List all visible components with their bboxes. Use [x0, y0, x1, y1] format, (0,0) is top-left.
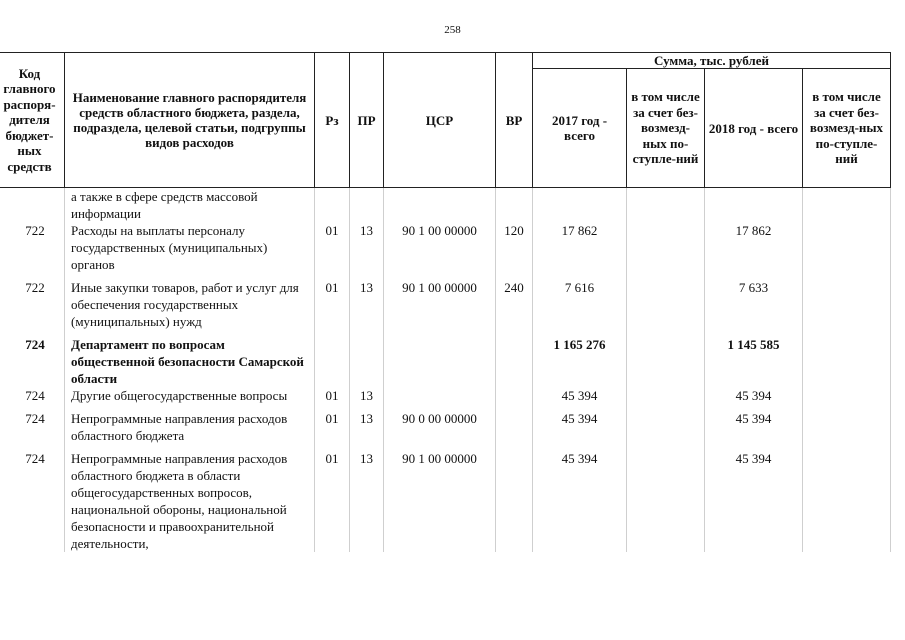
cell-pr	[350, 188, 384, 223]
cell-pr: 13	[350, 387, 384, 410]
cell-2017-total: 45 394	[533, 450, 627, 552]
cell-pr: 13	[350, 279, 384, 336]
cell-2017-total: 45 394	[533, 410, 627, 450]
cell-2017-total	[533, 188, 627, 223]
cell-rz: 01	[315, 279, 350, 336]
cell-2017-total: 7 616	[533, 279, 627, 336]
cell-vr	[496, 410, 533, 450]
header-2017-free: в том числе за счет без-возмезд-ных по-ступле-ний	[627, 69, 705, 188]
cell-pr: 13	[350, 410, 384, 450]
header-2018-total: 2018 год - всего	[705, 69, 803, 188]
header-2017-total: 2017 год - всего	[533, 69, 627, 188]
header-vr: ВР	[496, 53, 533, 188]
cell-rz: 01	[315, 387, 350, 410]
header-code: Код главного распоря-дителя бюджет-ных средств	[0, 53, 65, 188]
header-2018-free: в том числе за счет без-возмезд-ных по-ступле-ний	[803, 69, 891, 188]
cell-pr: 13	[350, 222, 384, 279]
table-body	[0, 188, 891, 553]
cell-2017-free	[627, 450, 705, 552]
cell-2018-free	[803, 387, 891, 410]
cell-2018-total: 45 394	[705, 450, 803, 552]
cell-vr: 120	[496, 222, 533, 279]
cell-name: Непрограммные направления расходов областного бюджета в области общегосударственных вопросов, национальной обороны, национальной безопасности и правоохранительной деятельности,	[65, 450, 315, 552]
cell-2017-total: 17 862	[533, 222, 627, 279]
table-row	[0, 279, 891, 336]
cell-vr	[496, 387, 533, 410]
cell-csr: 90 0 00 00000	[384, 410, 496, 450]
table-row	[0, 188, 891, 223]
cell-code: 724	[0, 336, 65, 387]
cell-vr	[496, 336, 533, 387]
page-number: 258	[444, 24, 461, 36]
table-row	[0, 222, 891, 279]
cell-csr	[384, 188, 496, 223]
cell-name: Расходы на выплаты персоналу государственных (муниципальных) органов	[65, 222, 315, 279]
cell-vr: 240	[496, 279, 533, 336]
table-row	[0, 336, 891, 387]
cell-csr: 90 1 00 00000	[384, 279, 496, 336]
cell-code: 724	[0, 387, 65, 410]
cell-2018-free	[803, 279, 891, 336]
cell-2017-free	[627, 387, 705, 410]
cell-2017-free	[627, 222, 705, 279]
table-row	[0, 410, 891, 450]
cell-2017-free	[627, 188, 705, 223]
cell-2017-free	[627, 410, 705, 450]
cell-rz: 01	[315, 222, 350, 279]
cell-rz: 01	[315, 410, 350, 450]
table-row	[0, 387, 891, 410]
cell-2018-total	[705, 188, 803, 223]
cell-2018-free	[803, 188, 891, 223]
cell-csr: 90 1 00 00000	[384, 450, 496, 552]
cell-name: Департамент по вопросам общественной безопасности Самарской области	[65, 336, 315, 387]
budget-table	[0, 52, 891, 552]
cell-pr	[350, 336, 384, 387]
cell-name: Иные закупки товаров, работ и услуг для обеспечения государственных (муниципальных) нужд	[65, 279, 315, 336]
cell-code	[0, 188, 65, 223]
cell-rz	[315, 188, 350, 223]
cell-2017-total: 45 394	[533, 387, 627, 410]
cell-2018-total: 45 394	[705, 410, 803, 450]
cell-vr	[496, 450, 533, 552]
cell-2018-total: 17 862	[705, 222, 803, 279]
cell-2017-free	[627, 279, 705, 336]
cell-vr	[496, 188, 533, 223]
table-row	[0, 450, 891, 552]
cell-2018-free	[803, 410, 891, 450]
header-csr: ЦСР	[384, 53, 496, 188]
cell-2017-total: 1 165 276	[533, 336, 627, 387]
cell-name: Другие общегосударственные вопросы	[65, 387, 315, 410]
cell-2017-free	[627, 336, 705, 387]
cell-name: Непрограммные направления расходов областного бюджета	[65, 410, 315, 450]
header-rz: Рз	[315, 53, 350, 188]
cell-code: 724	[0, 450, 65, 552]
cell-code: 722	[0, 222, 65, 279]
cell-rz	[315, 336, 350, 387]
cell-csr	[384, 387, 496, 410]
cell-pr: 13	[350, 450, 384, 552]
header-sum-group: Сумма, тыс. рублей	[533, 53, 891, 69]
cell-2018-free	[803, 450, 891, 552]
cell-name: а также в сфере средств массовой информации	[65, 188, 315, 223]
cell-csr	[384, 336, 496, 387]
cell-2018-free	[803, 336, 891, 387]
header-pr: ПР	[350, 53, 384, 188]
cell-2018-total: 1 145 585	[705, 336, 803, 387]
cell-csr: 90 1 00 00000	[384, 222, 496, 279]
cell-code: 722	[0, 279, 65, 336]
cell-2018-total: 7 633	[705, 279, 803, 336]
cell-2018-total: 45 394	[705, 387, 803, 410]
cell-2018-free	[803, 222, 891, 279]
cell-code: 724	[0, 410, 65, 450]
header-name: Наименование главного распорядителя средств областного бюджета, раздела, подраздела, целевой статьи, подгруппы видов расходов	[65, 53, 315, 188]
cell-rz: 01	[315, 450, 350, 552]
